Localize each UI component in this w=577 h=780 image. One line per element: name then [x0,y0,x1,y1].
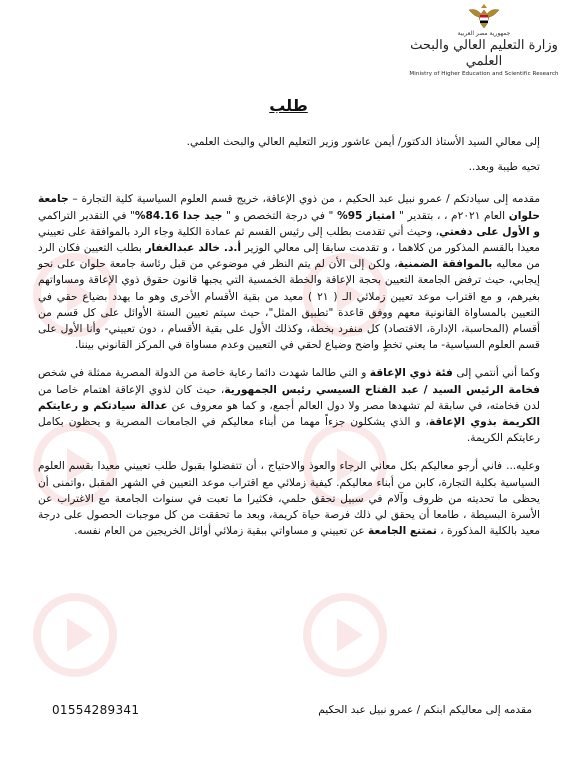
text-run: ، وحيث أني تقدمت بطلب إلى رئيس القسم ثم عمادة الكلية وجاء الرد بالموافقة على تعييني معيدا بالقسم المذكور من كلاهما ، و تقدمت سابقا إلى معالي الوزير [38,225,540,255]
bold-run: أ.د. خالد عبدالغفار [145,242,242,255]
ministry-header [409,2,559,78]
bold-run: فخامة الرئيس السيد / عبد الفتاح السيسي رئيس الجمهورية [224,383,540,396]
bold-run: بالموافقة الضمنية [397,258,493,271]
signature-line: مقدمه إلى معاليكم ابنكم / عمرو نبيل عبد الحكيم [318,704,532,716]
text-run: وعليه... فاني أرجو معاليكم بكل معاني الرجاء والعوذ والاحتياج ، أن تتفضلوا بقبول طلب تعييني معيدا بقسم العلوم السياسية بكلية التجارة، كابن من أبناء معاليكم. كيفية زملائي مع اقتراب موعد التعيين في الشهر المقبل ،واتمنى أن يحظى ما تحديته من ظروف وآلام في سبيل تحقق حلمي، فكثيرا ما تعبت في سنوات الجامعة مع الاغتراب عن الأسرة البسيطة ، طامعا أن يحقق لي ذلك فرصة حياة كريمة، وبعد ما تحققت من كل موجبات الحصول على درجة معيد بالكلية المذكورة ، [38,460,540,538]
text-run: العام ٢٠٢١م ، ، بتقدير " [395,209,509,222]
country-label: جمهورية مصر العربية [457,30,511,37]
text-run: ، و الذي يشكلون جزءاً مهما من أبناء معاليكم في الجامعات المصرية و يحظون بكامل رعايتكم الكريمة. [38,416,540,445]
bold-run: جيد جدا 84.16% [134,209,223,222]
watermark-logo-icon [300,590,390,680]
paragraph-3 [38,458,540,539]
paragraph-2 [38,365,540,446]
bold-run: و الأول على دفعتي [439,225,540,238]
eagle-emblem-icon [467,2,501,30]
signature-block [52,701,532,719]
bold-run: عدالة سيادتكم و رعايتكم الكريمة بذوي الإعاقة [38,399,540,429]
watermark-logo-icon [30,590,120,680]
letter-title: طلب [269,96,308,115]
ministry-name-english: Ministry of Higher Education and Scientific Research [409,71,559,77]
phone-number: 01554289341 [52,703,140,717]
text-run: و التي طالما شهدت دائما رعاية خاصة من الدولة المصرية ممثلة في شخص [38,367,370,380]
text-run: ، حيث كان لذوي الإعاقة اهتمام خاصا من لدن فخامته، في سابقة لم تشهدها مصر ولا دول العالم أجمع، و كما هو معروف عن [38,383,540,412]
letter-body [38,134,540,551]
bold-run: تمتنع الجامعة [368,525,437,538]
addressee-line: إلى معالي السيد الأستاذ الدكتور/ أيمن عاشور وزير التعليم العالي والبحث العلمي. [186,136,540,148]
bold-run: جامعة حلوان [38,193,541,222]
text-run: " في التقدير التراكمي [38,209,135,222]
text-run: عن تعييني و مساواتي ببقية زملائي أوائل الخريجين من العام نفسه. [74,525,369,538]
text-run: بطلب التعيين فكان الرد من معاليه [38,242,540,271]
text-run: وكما أني أنتمي إلى [452,367,540,380]
text-run: ، ولكن إلى الأن لم يتم النظر في موضوعي من قبل رئاسة جامعة حلوان على نحو إيجابي، حيث ترفض الجامعة التعيين بحجة الإعاقة والخطة الخمسية التي يجبها قانون حقوق ذوي الإعاقة ومساواتهم بغيرهم، و مع اقتراب موعد تعيين زملائي الـ ( ٢١ ) معيد من بقية الأقسام الأخرى وهو ما يهدد بضياع حقي في التعيين بالمساواة القانونية معهم ووفق قاعدة "تطبيق المثل"، حيث سيتم تعيين الستة الأوائل على كل قسم من أقسام (المحاسبة، الإدارة، الاقتصاد) كل منفرد بخطة، وكذلك الأول على بقية الأقسام ، دون تعييني- وأنا الأول على قسم العلوم السياسية- ما يعني تخطٍ واضح وضياع لحقي في التعيين وعدم مساواة في المركز القانوني بيننا. [38,258,541,352]
text-run: مقدمه إلى سيادتكم / عمرو نبيل عبد الحكيم ، من ذوي الإعاقة، خريج قسم العلوم السياسية كلية التجارة – [68,193,540,206]
greeting-line: تحيه طيبة وبعد.. [468,161,540,174]
text-run: " في درجة التخصص و " [222,209,338,222]
paragraph-1 [38,191,540,353]
ministry-name-arabic: وزارة التعليم العالي والبحث العلمي [410,38,558,69]
bold-run: فئة ذوي الإعاقة [369,367,453,380]
bold-run: امتياز 95% [337,209,396,222]
